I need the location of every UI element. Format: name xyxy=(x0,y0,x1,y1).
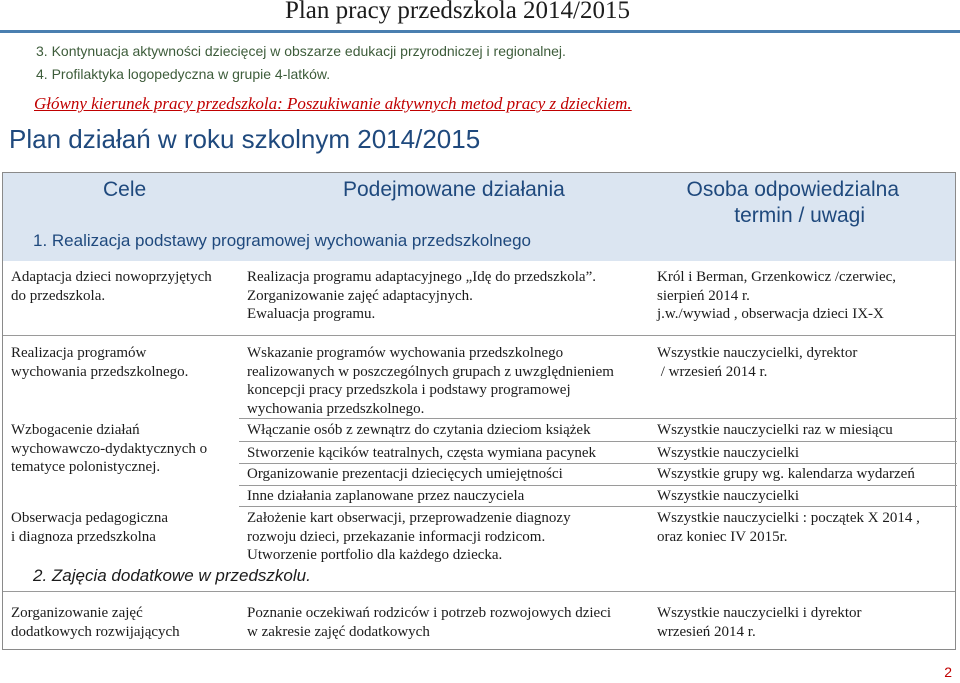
cel-cell: Realizacja programów wychowania przedszkolnego. xyxy=(11,345,189,380)
running-header: Plan pracy przedszkola 2014/2015 xyxy=(284,0,630,24)
column-header-osoba: Osoba odpowiedzialna xyxy=(686,178,899,201)
dzialania-cell: Inne działania zaplanowane przez nauczyciela xyxy=(247,488,525,504)
list-item: 4. Profilaktyka logopedyczna w grupie 4-latków. xyxy=(36,66,331,82)
section-2-title: 2. Zajęcia dodatkowe w przedszkolu. xyxy=(33,566,311,585)
row-divider xyxy=(239,418,957,419)
plan-heading: Plan działań w roku szkolnym 2014/2015 xyxy=(9,124,481,154)
header-rule xyxy=(0,30,960,33)
page-number: 2 xyxy=(944,664,952,680)
main-goal: Główny kierunek pracy przedszkola: Poszukiwanie aktywnych metod pracy z dzieckiem. xyxy=(34,94,632,113)
row-divider xyxy=(239,441,957,442)
row-divider xyxy=(239,463,957,464)
osoba-cell: Wszystkie nauczycielki : początek X 2014 , oraz koniec IV 2015r. xyxy=(657,510,920,545)
dzialania-cell: Włączanie osób z zewnątrz do czytania dzieciom książek xyxy=(247,422,591,438)
list-item: 3. Kontynuacja aktywności dziecięcej w obszarze edukacji przyrodniczej i regionalnej. xyxy=(36,43,566,59)
osoba-cell: Wszystkie nauczycielki xyxy=(657,445,800,461)
cel-cell: Obserwacja pedagogiczna i diagnoza przedszkolna xyxy=(11,510,169,545)
dzialania-cell: Realizacja programu adaptacyjnego „Idę do przedszkola”. Zorganizowanie zajęć adaptacyjnych. Ewaluacja programu. xyxy=(247,269,596,322)
column-header-cele: Cele xyxy=(103,178,147,201)
dzialania-cell: Poznanie oczekiwań rodziców i potrzeb rozwojowych dzieci w zakresie zajęć dodatkowych xyxy=(247,605,612,640)
plan-table xyxy=(2,172,956,650)
row-divider xyxy=(239,485,957,486)
osoba-cell: Król i Berman, Grzenkowicz /czerwiec, sierpień 2014 r. j.w./wywiad , obserwacja dzieci IX-X xyxy=(657,269,897,322)
cel-cell: Adaptacja dzieci nowoprzyjętych do przedszkola. xyxy=(11,269,212,304)
row-divider xyxy=(3,591,955,592)
cel-cell: Zorganizowanie zajęć dodatkowych rozwijających xyxy=(11,605,180,640)
osoba-cell: Wszystkie nauczycielki i dyrektor wrzesień 2014 r. xyxy=(657,605,862,640)
dzialania-cell: Założenie kart obserwacji, przeprowadzenie diagnozy rozwoju dzieci, przekazanie informacji rodzicom. Utworzenie portfolio dla każdego dziecka. xyxy=(247,510,571,563)
cel-cell: Wzbogacenie działań wychowawczo-dydaktycznych o tematyce polonistycznej. xyxy=(11,422,208,475)
osoba-cell: Wszystkie nauczycielki xyxy=(657,488,800,504)
dzialania-cell: Organizowanie prezentacji dziecięcych umiejętności xyxy=(247,466,563,482)
row-divider xyxy=(239,506,957,507)
section-1-title: 1. Realizacja podstawy programowej wychowania przedszkolnego xyxy=(33,231,531,250)
column-header-termin: termin / uwagi xyxy=(734,204,865,227)
osoba-cell: Wszystkie nauczycielki raz w miesiącu xyxy=(657,422,893,438)
row-divider xyxy=(3,335,955,336)
dzialania-cell: Wskazanie programów wychowania przedszkolnego realizowanych w poszczególnych grupach z uwzględnieniem koncepcji pracy przedszkola i podstawy programowej wychowania przedszkolnego. xyxy=(247,345,614,417)
osoba-cell: Wszystkie grupy wg. kalendarza wydarzeń xyxy=(657,466,915,482)
column-header-dzialania: Podejmowane działania xyxy=(343,178,565,201)
dzialania-cell: Stworzenie kącików teatralnych, częsta wymiana pacynek xyxy=(247,445,597,461)
osoba-cell: Wszystkie nauczycielki, dyrektor / wrzesień 2014 r. xyxy=(657,345,858,380)
